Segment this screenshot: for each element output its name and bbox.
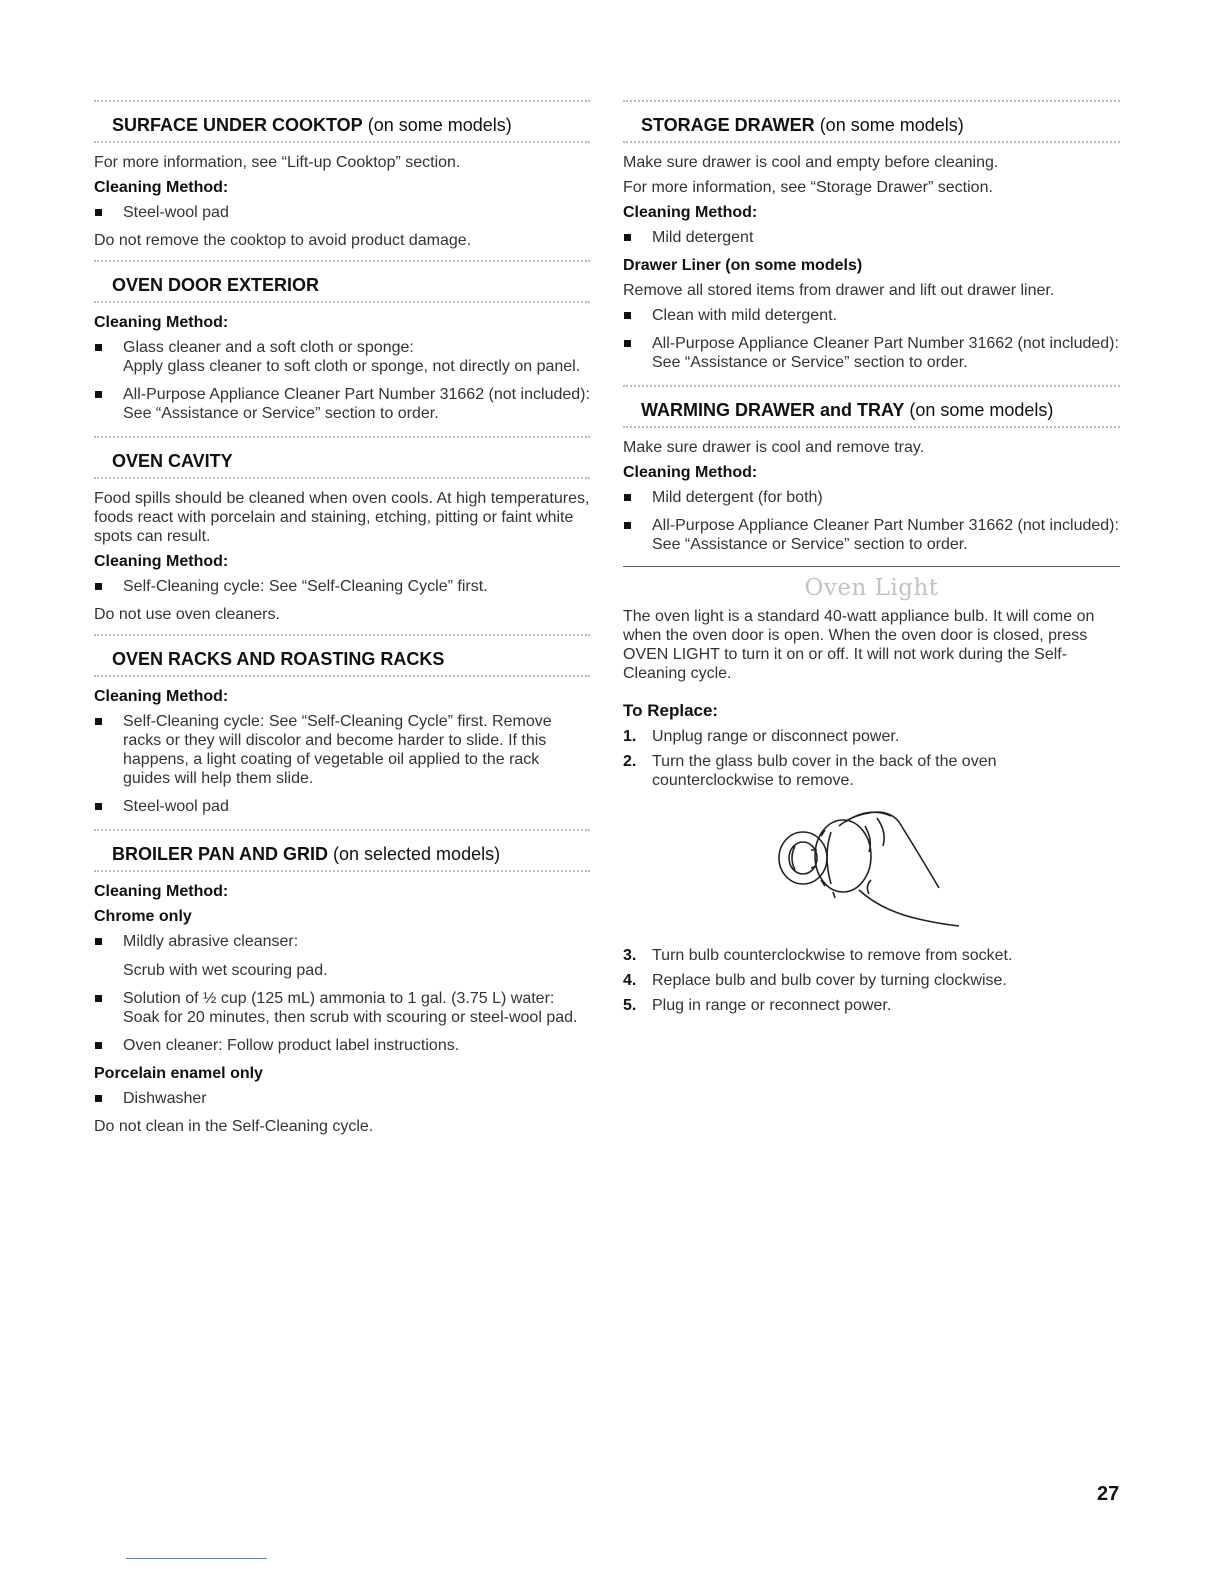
left-column (94, 100, 590, 1142)
list-item: All-Purpose Appliance Cleaner Part Number 31662 (not included): See “Assistance or Service” section to order. (623, 334, 1120, 372)
list-item: All-Purpose Appliance Cleaner Part Number 31662 (not included): See “Assistance or Service” section to order. (94, 385, 590, 423)
surface-note: Do not remove the cooktop to avoid product damage. (94, 232, 472, 249)
list-item: Mild detergent (623, 228, 1120, 247)
bulb-cover-illustration (623, 796, 1120, 936)
porcelain-only-label: Porcelain enamel only (94, 1065, 263, 1082)
list-item: Mild detergent (for both) (623, 488, 1120, 507)
section-heading-broiler-pan: BROILER PAN AND GRID (on selected models) (94, 829, 590, 872)
cavity-text: Food spills should be cleaned when oven cools. At high temperatures, foods react with porcelain and staining, etching, pitting or faint white spots can result. (94, 490, 590, 545)
step-item: 3. Turn bulb counterclockwise to remove from socket. (623, 947, 1013, 964)
section-heading-oven-door-exterior: OVEN DOOR EXTERIOR (94, 260, 590, 303)
list-item: Steel-wool pad (94, 203, 590, 222)
to-replace-heading: To Replace: (623, 701, 719, 720)
step-item: 4. Replace bulb and bulb cover by turning clockwise. (623, 972, 1007, 989)
oven-light-heading: Oven Light (804, 575, 939, 601)
step-item: 2. Turn the glass bulb cover in the back of the oven counterclockwise to remove. (623, 753, 997, 789)
section-heading-storage-drawer: STORAGE DRAWER (on some models) (623, 100, 1120, 143)
cleaning-method-label: Cleaning Method: (94, 179, 229, 196)
section-heading-oven-cavity: OVEN CAVITY (94, 436, 590, 479)
storage-text-2: For more information, see “Storage Drawer” section. (623, 179, 993, 196)
step-item: 1. Unplug range or disconnect power. (623, 728, 900, 745)
section-heading-warming-drawer: WARMING DRAWER and TRAY (on some models) (623, 385, 1120, 428)
list-item: Mildly abrasive cleanser: Scrub with wet scouring pad. (94, 932, 590, 980)
list-item: Oven cleaner: Follow product label instructions. (94, 1036, 590, 1055)
list-item: Dishwasher (94, 1089, 590, 1108)
cleaning-method-label: Cleaning Method: (623, 204, 758, 221)
broiler-note: Do not clean in the Self-Cleaning cycle. (94, 1118, 374, 1135)
cleaning-method-label: Cleaning Method: (623, 464, 758, 481)
section-heading-surface-under-cooktop: SURFACE UNDER COOKTOP (on some models) (94, 100, 590, 143)
drawer-liner-text: Remove all stored items from drawer and lift out drawer liner. (623, 282, 1055, 299)
list-item: Steel-wool pad (94, 797, 590, 816)
list-item: Solution of ½ cup (125 mL) ammonia to 1 gal. (3.75 L) water: Soak for 20 minutes, then scrub with scouring or steel-wool pad. (94, 989, 590, 1027)
cleaning-method-label: Cleaning Method: (94, 314, 229, 331)
page-number: 27 (1097, 1483, 1120, 1505)
section-heading-oven-racks: OVEN RACKS AND ROASTING RACKS (94, 634, 590, 677)
drawer-liner-label: Drawer Liner (on some models) (623, 257, 863, 274)
list-item: Self-Cleaning cycle: See “Self-Cleaning Cycle” first. Remove racks or they will discolor and become harder to slide. If this happens, a light coating of vegetable oil applied to the rack guides will help them slide. (94, 712, 590, 788)
surface-info: For more information, see “Lift-up Cooktop” section. (94, 154, 461, 171)
oven-light-text: The oven light is a standard 40-watt appliance bulb. It will come on when the oven door is open. When the oven door is closed, press OVEN LIGHT to turn it on or off. It will not work during the Self-Cleaning cycle. (623, 608, 1095, 682)
list-item: All-Purpose Appliance Cleaner Part Number 31662 (not included): See “Assistance or Service” section to order. (623, 516, 1120, 554)
cleaning-method-label: Cleaning Method: (94, 688, 229, 705)
list-item: Self-Cleaning cycle: See “Self-Cleaning Cycle” first. (94, 577, 590, 596)
divider (623, 566, 1120, 567)
cavity-note: Do not use oven cleaners. (94, 606, 280, 623)
storage-text-1: Make sure drawer is cool and empty before cleaning. (623, 154, 999, 171)
list-item: Clean with mild detergent. (623, 306, 1120, 325)
chrome-only-label: Chrome only (94, 908, 192, 925)
cleaning-method-label: Cleaning Method: (94, 883, 229, 900)
warming-text: Make sure drawer is cool and remove tray. (623, 439, 925, 456)
cleaning-method-label: Cleaning Method: (94, 553, 229, 570)
step-item: 5. Plug in range or reconnect power. (623, 997, 892, 1014)
hand-turning-bulb-cover-icon (773, 796, 983, 936)
list-item: Glass cleaner and a soft cloth or sponge: Apply glass cleaner to soft cloth or sponge, not directly on panel. (94, 338, 590, 376)
footer-rule (126, 1558, 267, 1559)
right-column (623, 100, 1120, 1021)
